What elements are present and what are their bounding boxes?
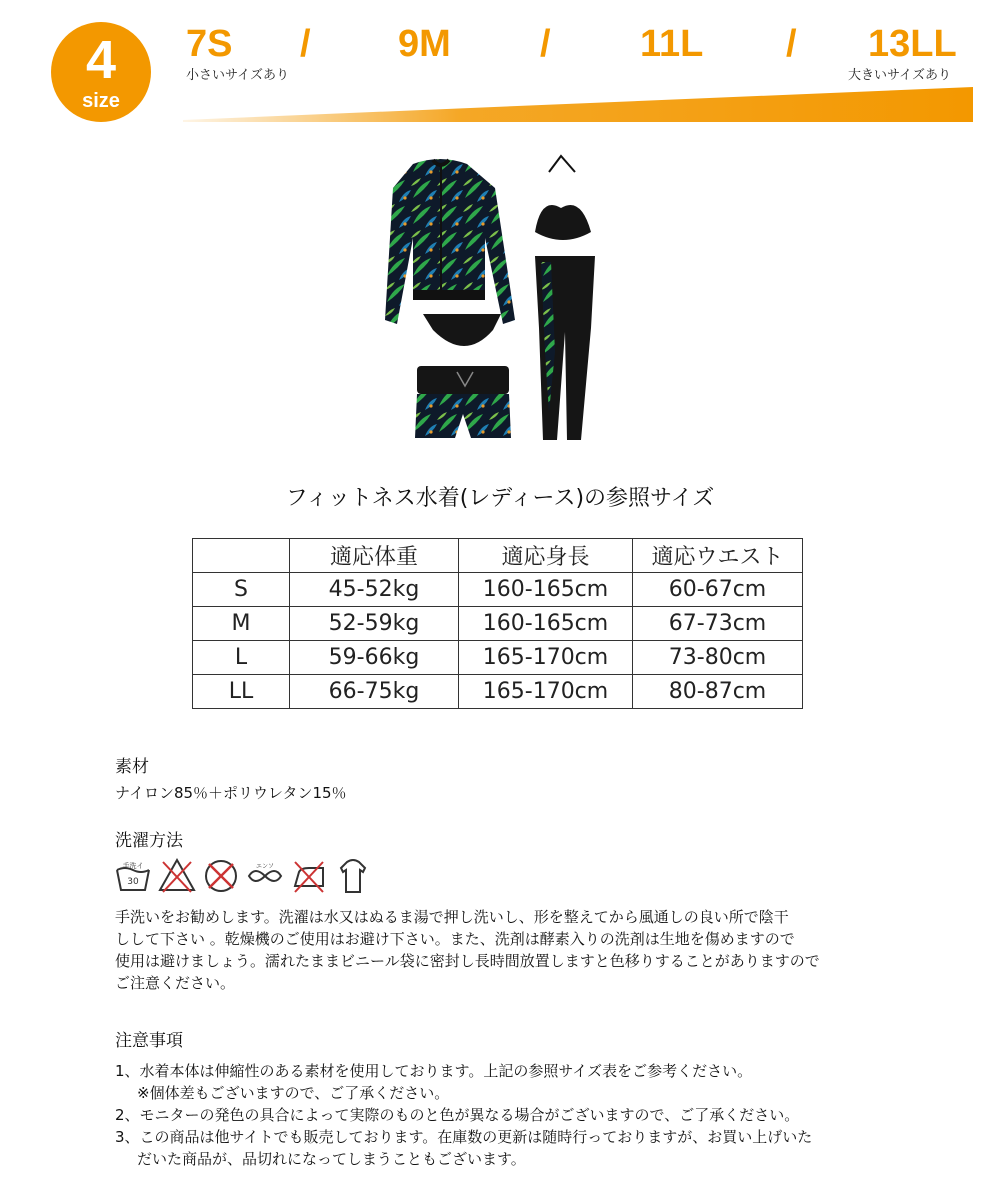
table-row — [193, 641, 803, 675]
size-separator: / — [540, 23, 551, 65]
size-label-13ll: 13LL — [868, 23, 957, 65]
washing-line: しして下さい 。乾燥機のご使用はお避け下さい。また、洗剤は酵素入りの洗剤は生地を傷めますので — [115, 930, 795, 948]
table-row — [193, 607, 803, 641]
table-cell: 165-170cm — [459, 641, 633, 675]
no-wring-label: エンソ — [255, 863, 275, 870]
rash-guard-jacket — [385, 159, 515, 324]
table-cell: 160-165cm — [459, 573, 633, 607]
size-count-badge — [51, 22, 151, 122]
table-cell: M — [193, 607, 290, 641]
size-label-9m: 9M — [398, 23, 451, 65]
washing-line: 手洗いをお勧めします。洗濯は水又はぬるま湯で押し洗いし、形を整えてから風通しの良い所で陰干 — [115, 908, 789, 926]
hand-wash-30-icon — [113, 856, 153, 896]
size-label-11l: 11L — [640, 23, 704, 65]
notice-item: ※個体差もございますので、ご了承ください。 — [137, 1084, 450, 1102]
no-bleach-icon — [157, 856, 197, 896]
table-cell: 59-66kg — [290, 641, 459, 675]
hand-wash-label: 手洗イ — [122, 862, 144, 870]
no-wring-icon — [245, 856, 285, 896]
table-cell: 67-73cm — [633, 607, 803, 641]
table-row — [193, 573, 803, 607]
table-cell: 80-87cm — [633, 675, 803, 709]
table-cell: 52-59kg — [290, 607, 459, 641]
washing-heading: 洗濯方法 — [115, 831, 183, 851]
table-header-cell: 適応ウエスト — [633, 539, 803, 573]
table-cell: 45-52kg — [290, 573, 459, 607]
no-iron-icon — [289, 856, 329, 896]
size-table-title: フィットネス水着(レディース)の参照サイズ — [285, 486, 715, 511]
washing-line: 使用は避けましょう。濡れたままビニール袋に密封し長時間放置しますと色移りすることがありますので — [115, 952, 820, 970]
bikini-bottom — [423, 314, 501, 346]
notice-item: だいた商品が、品切れになってしまうこともございます。 — [137, 1150, 526, 1168]
table-cell: LL — [193, 675, 290, 709]
table-cell: 73-80cm — [633, 641, 803, 675]
swimsuit-set-image — [385, 152, 615, 444]
no-tumble-dry-icon — [201, 856, 241, 896]
table-cell: 160-165cm — [459, 607, 633, 641]
table-header-row — [193, 539, 803, 573]
table-cell: 66-75kg — [290, 675, 459, 709]
care-icons-row — [113, 856, 373, 896]
table-cell: S — [193, 573, 290, 607]
size-table — [192, 538, 803, 709]
material-heading: 素材 — [115, 757, 149, 777]
table-header-cell: 適応体重 — [290, 539, 459, 573]
notice-list — [115, 1060, 915, 1170]
notice-heading: 注意事項 — [115, 1031, 183, 1051]
washing-line: ご注意ください。 — [115, 974, 236, 992]
large-size-note: 大きいサイズあり — [848, 68, 951, 83]
washing-instructions — [115, 906, 905, 994]
table-header-cell: 適応身長 — [459, 539, 633, 573]
leggings — [535, 256, 595, 440]
badge-number: 4 — [85, 30, 117, 90]
size-separator: / — [786, 23, 797, 65]
line-dry-shade-icon — [333, 856, 373, 896]
table-row — [193, 675, 803, 709]
table-cell: 60-67cm — [633, 573, 803, 607]
table-cell: L — [193, 641, 290, 675]
notice-item: 3、この商品は他サイトでも販売しております。在庫数の更新は随時行っておりますが、お買い上げいた — [115, 1128, 813, 1146]
size-label-7s: 7S — [186, 23, 233, 65]
board-shorts — [415, 366, 511, 438]
size-separator: / — [300, 23, 311, 65]
notice-item: 2、モニターの発色の具合によって実際のものと色が異なる場合がございますので、ご了承ください。 — [115, 1106, 800, 1124]
small-size-note: 小さいサイズあり — [186, 68, 289, 83]
table-cell: 165-170cm — [459, 675, 633, 709]
header-accent-bar — [183, 87, 973, 122]
badge-word: size — [82, 90, 120, 112]
table-header-cell — [193, 539, 290, 573]
hand-wash-temp: 30 — [127, 877, 139, 887]
material-text: ナイロン85％＋ポリウレタン15％ — [115, 784, 347, 802]
bikini-top — [535, 156, 591, 240]
notice-item: 1、水着本体は伸縮性のある素材を使用しております。上記の参照サイズ表をご参考ください。 — [115, 1062, 753, 1080]
